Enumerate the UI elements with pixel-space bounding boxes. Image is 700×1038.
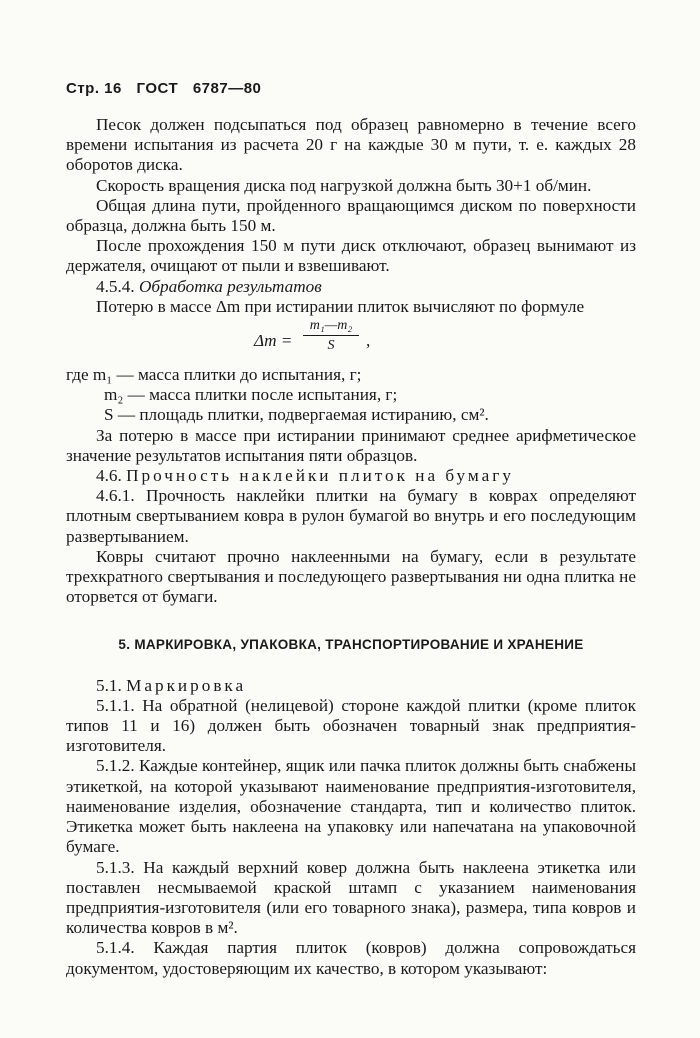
paragraph: Скорость вращения диска под нагрузкой должна быть 30+1 об/мин. [96,175,592,195]
paragraph: Потерю в массе Δm при истирании плиток вычисляют по формуле [96,296,585,316]
definition: m₂ — масса плитки после испытания, г; [104,385,398,405]
subsection-title: Обработка результатов [138,276,322,296]
subsection-title: Маркировка [126,675,247,695]
paragraph: 5.1.1. На обратной (нелицевой) стороне каждой плитки (кроме плиток типов 11 и 16) должен быть обозначен товарный знак предприятия-изготовителя. [66,695,636,756]
page-number: Стр. 16 [66,80,122,97]
page-header [66,80,271,97]
paragraph: 5.1.4. Каждая партия плиток (ковров) должна сопровождаться документом, удостоверяющим их качество, в котором указывают: [66,938,636,978]
standard-number: 6787—80 [192,80,262,97]
formula-lhs: Δm = [254,331,293,351]
formula-fraction [303,317,359,356]
formula-comma: , [366,331,371,351]
subsection-number: 5.1. [96,675,122,695]
subsection-number: 4.6. [96,466,122,486]
formula-definitions [66,365,636,426]
definition: S — площадь плитки, подвергаемая истиранию, см². [104,405,489,425]
subsection-heading [66,277,636,297]
paragraph: Общая длина пути, пройденного вращающимся диском по поверхности образца, должна быть 150 м. [66,195,636,236]
subsection-heading [66,676,636,696]
definition: где m₁ — масса плитки до испытания, г; [66,365,362,385]
paragraph: Ковры считают прочно наклеенными на бумагу, если в результате трехкратного свертывания и последующего развертывания ни одна плитка не оторвется от бумаги. [66,546,636,607]
formula-numerator: m₁—m₂ [303,317,359,336]
paragraph: 5.1.3. На каждый верхний ковер должна быть наклеена этикетка или поставлен несмываемой краской штамп с указанием наименования предприятия-изготовителя (или его товарного знака), размера, типа ковров и количества ковров в м². [66,857,636,938]
paragraph: После прохождения 150 м пути диск отключают, образец вынимают из держателя, очищают от пыли и взвешивают. [66,236,636,276]
standard-label: ГОСТ [136,80,179,97]
formula-denominator: S [327,338,335,354]
body-text [66,115,636,979]
formula [66,317,636,365]
subsection-title: Прочность наклейки плиток на бумагу [126,466,514,486]
section-heading: 5. МАРКИРОВКА, УПАКОВКА, ТРАНСПОРТИРОВАНИЕ И ХРАНЕНИЕ [118,637,584,653]
paragraph: 4.6.1. Прочность наклейки плитки на бумагу в коврах определяют плотным свертыванием ковра в рулон бумагой во внутрь и его последующим развертыванием. [66,486,636,546]
paragraph: 5.1.2. Каждые контейнер, ящик или пачка плиток должны быть снабжены этикеткой, на которой указывают наименование предприятия-изготовителя, наименование изделия, обозначение стандарта, тип и количество плиток. Этикетка может быть наклеена на упаковку или напечатана на упаковочной бумаге. [66,756,636,857]
paragraph: За потерю в массе при истирании принимают среднее арифметическое значение результатов испытания пяти образцов. [66,425,636,465]
subsection-number: 4.5.4. [96,276,135,296]
paragraph: Песок должен подсыпаться под образец равномерно в течение всего времени испытания из расчета 20 г на каждые 30 м пути, т. е. каждых 28 оборотов диска. [66,115,636,175]
subsection-heading [66,466,636,486]
